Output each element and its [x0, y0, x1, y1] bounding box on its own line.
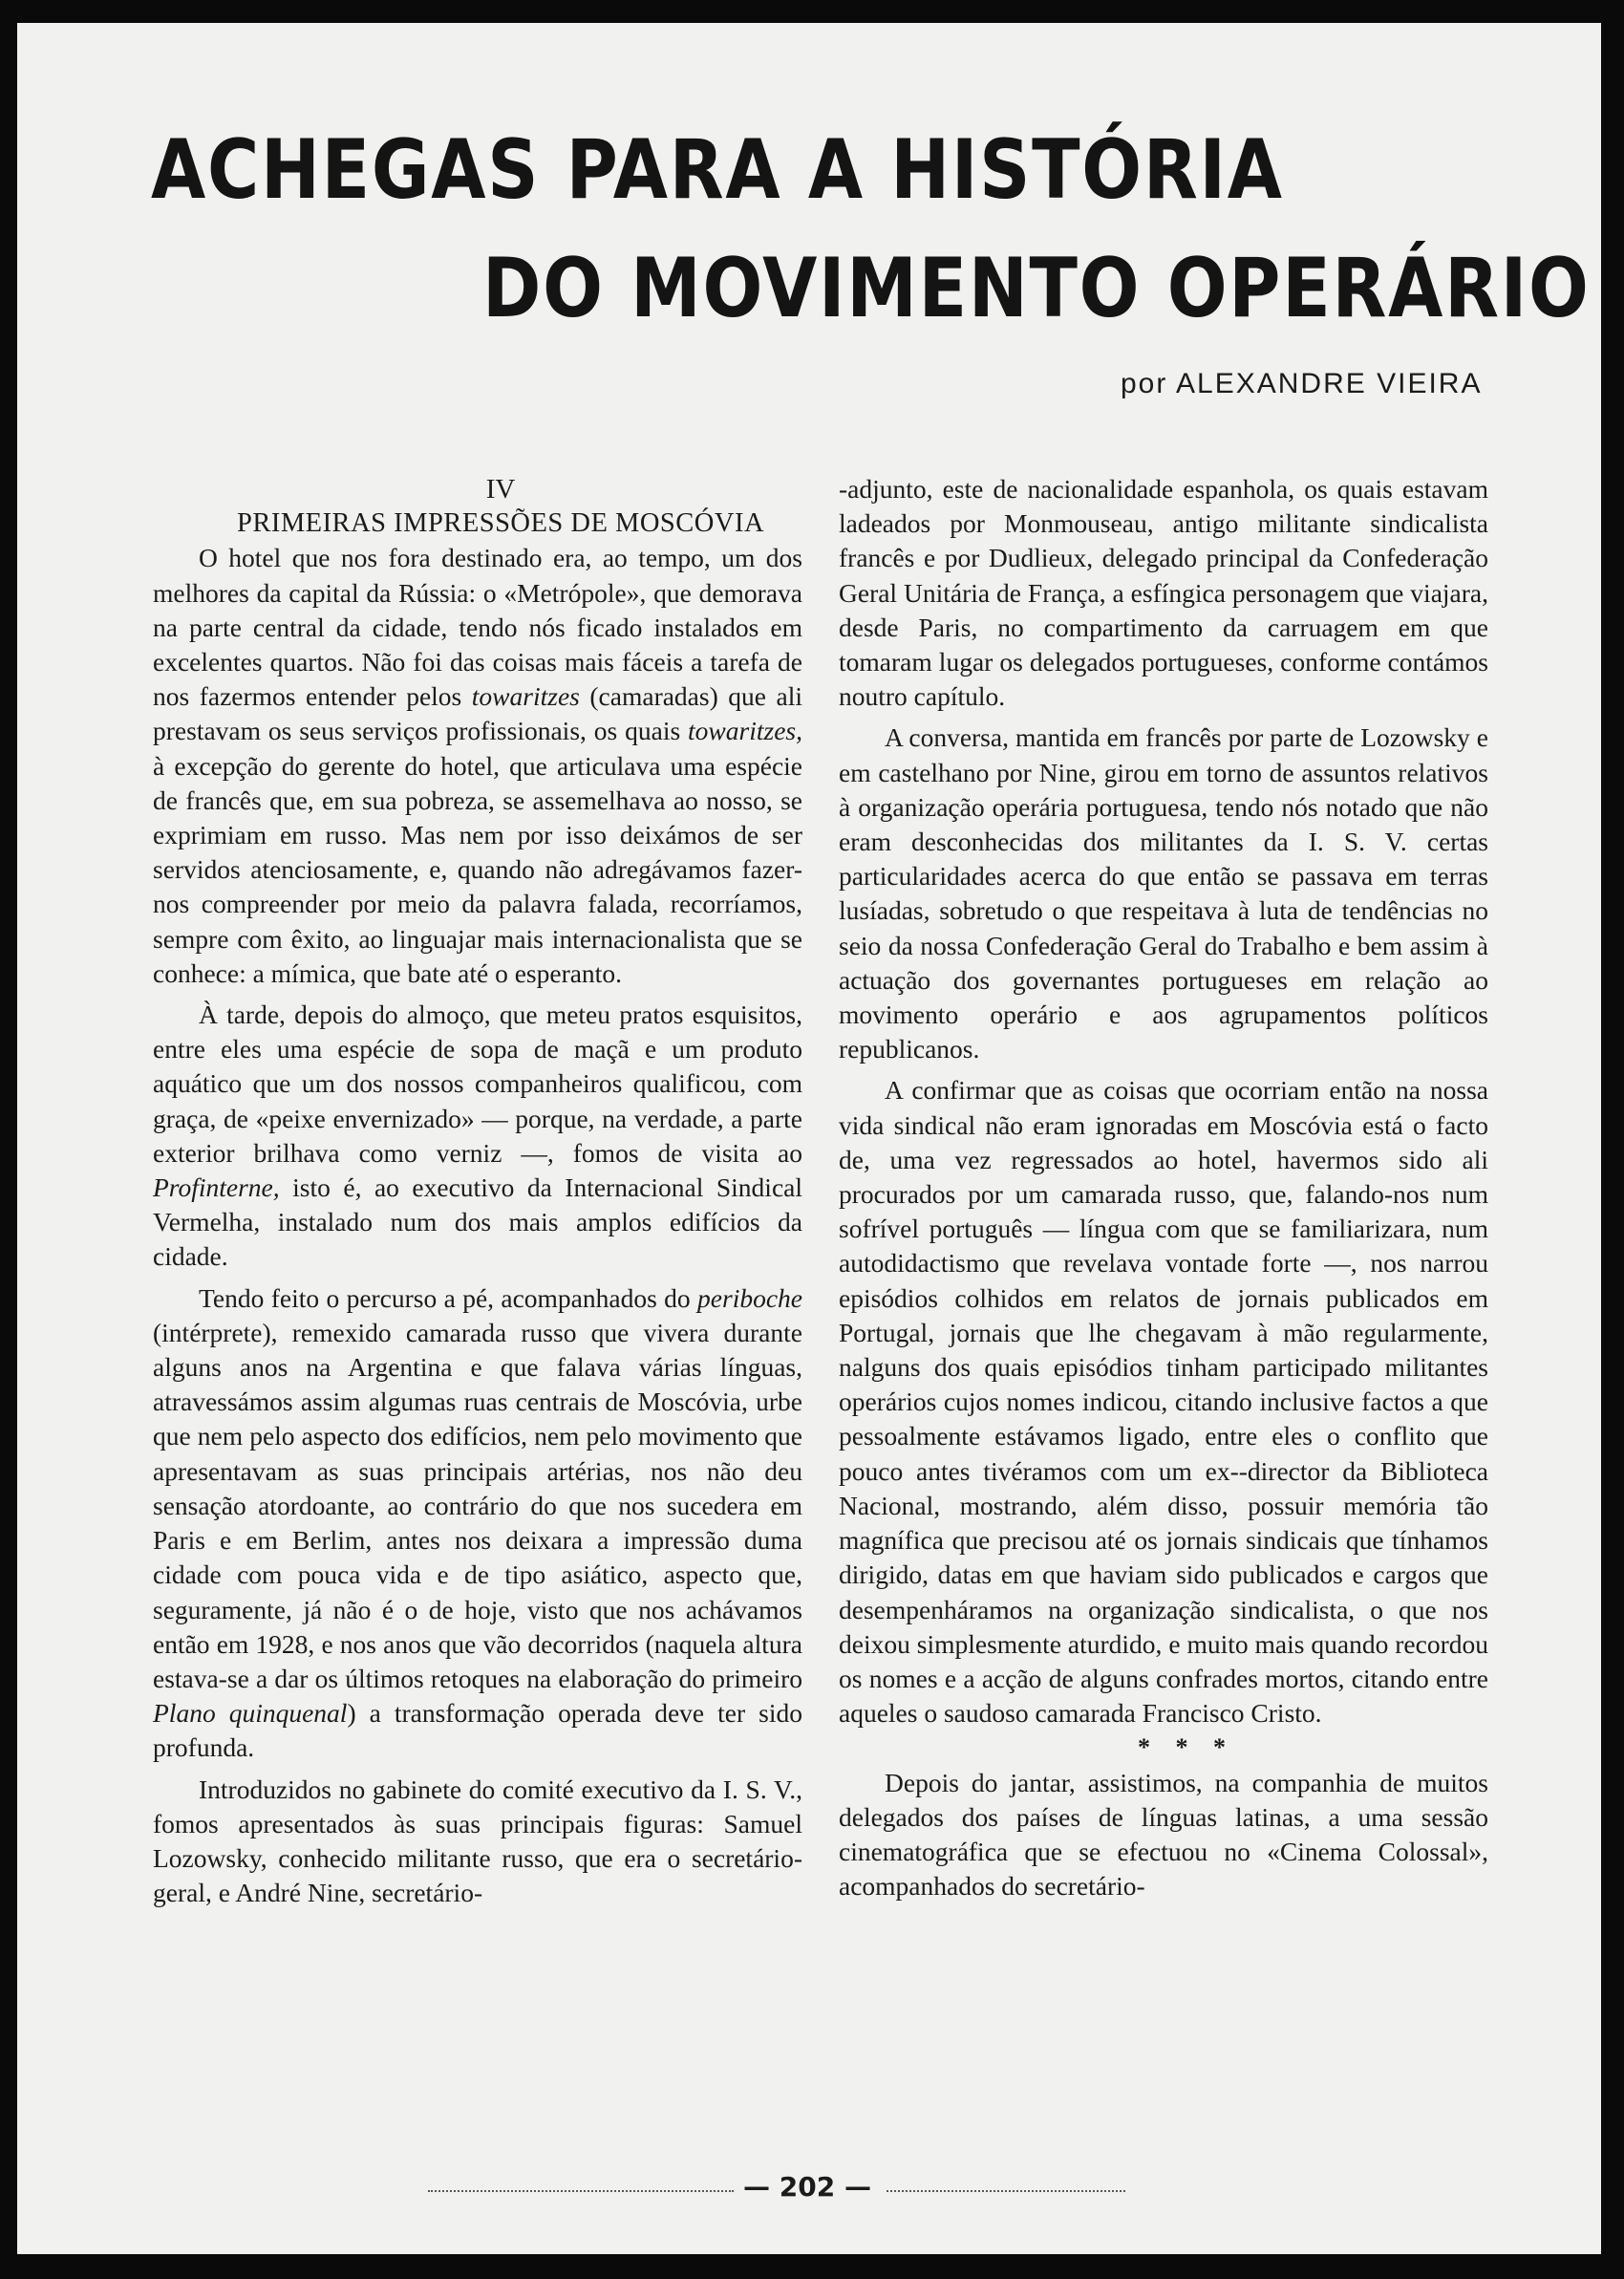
italic-term: Plano quinquenal: [153, 1698, 348, 1729]
text-run: O hotel que nos fora destinado era, ao tempo, um dos melhores da capital da Rússia: o «Metrópole», que demorava na parte central da cidade, tendo nós ficado instalados em excelentes quartos. Não foi das coisas mais fáceis a tarefa de nos fazermos entender pelos: [153, 543, 802, 712]
paragraph: [153, 998, 802, 1275]
footer-rule-left: [428, 2190, 734, 2192]
italic-term: Profinterne,: [153, 1172, 280, 1203]
article-title-line-1: ACHEGAS PARA A HISTÓRIA: [151, 122, 1284, 218]
page-number: — 202 —: [743, 2171, 871, 2203]
left-column: [153, 472, 802, 1910]
text-run: À tarde, depois do almoço, que meteu pratos esquisitos, entre eles uma espécie de sopa de maçã e um produto aquático que um dos nossos companheiros qualificou, com graça, de «peixe envernizado» — porque, na verdade, a parte exterior brilhava como verniz —, fomos de visita ao: [153, 1000, 802, 1168]
footer-rule-right: [887, 2190, 1125, 2192]
paragraph: -adjunto, este de nacionalidade espanhola, os quais estavam ladeados por Monmouseau, antigo militante sindicalista francês e por Dudlieux, delegado principal da Confederação Geral Unitária de França, a esfíngica personagem que viajara, desde Paris, no compartimento da carruagem em que tomaram lugar os delegados portugueses, conforme contámos noutro capítulo.: [839, 474, 1488, 712]
italic-term: towaritzes: [471, 681, 580, 712]
article-title-line-2: DO MOVIMENTO OPERÁRIO: [482, 241, 1591, 336]
text-run: ) a transformação operada deve ter sido profunda.: [153, 1698, 802, 1763]
text-run: Tendo feito o percurso a pé, acompanhados do: [199, 1282, 698, 1313]
paragraph: [153, 1281, 802, 1766]
text-run: à excepção do gerente do hotel, que articulava uma espécie de francês que, em sua pobreza, se assemelhava ao nosso, se exprimiam em russo. Mas nem por isso deixámos de ser servidos atenciosamente, e, quando não adregávamos fazer-nos compreender por meio da palavra falada, recorríamos, sempre com êxito, ao linguajar mais internacionalista que se conhece: a mímica, que bate até o esperanto.: [153, 750, 802, 988]
text-run: (intérprete), remexido camarada russo que vivera durante alguns anos na Argentina e que falava várias línguas, atravessámos assim algumas ruas centrais de Moscóvia, urbe que nem pelo aspecto dos edifícios, nem pelo movimento que apresentavam as suas principais artérias, nos não deu sensação atordoante, ao contrário do que nos sucedera em Paris e em Berlim, antes nos deixara a impressão duma cidade com pouca vida e de tipo asiático, aspecto que, seguramente, já não é o de hoje, visto que nos achávamos então em 1928, e nos anos que vão decorridos (naquela altura estava-se a dar os últimos retoques na elaboração do primeiro: [153, 1317, 802, 1693]
italic-term: periboche: [697, 1282, 802, 1313]
right-column: [839, 472, 1488, 1903]
paragraph: A confirmar que as coisas que ocorriam então na nossa vida sindical não eram ignoradas em Moscóvia está o facto de, uma vez regressados ao hotel, havermos sido ali procurados por um camarada russo, que, falando-nos num sofrível português — língua com que se familiarizara, num autodidactismo que revelava vontade forte —, nos narrou episódios colhidos em relatos de jornais publicados em Portugal, jornais que lhe chegavam à mão regularmente, nalguns dos quais episódios tinham participado militantes operários cujos nomes indicou, citando inclusive factos a que pessoalmente estávamos ligado, entre eles o conflito que pouco antes tivéramos com um ex--director da Biblioteca Nacional, mostrando, além disso, possuir memória tão magnífica que precisou até os jornais sindicais que tínhamos dirigido, datas em que haviam sido publicados e cargos que desempenháramos na organização sindicalista, o que nos deixou simplesmente aturdido, e muito mais quando recordou os nomes e a acção de alguns confrades mortos, citando entre aqueles o saudoso camarada Francisco Cristo.: [839, 1075, 1488, 1729]
section-heading: PRIMEIRAS IMPRESSÕES DE MOSCÓVIA: [236, 508, 765, 539]
text-run: (camaradas) que ali prestavam os seus serviços profissionais, os quais: [153, 681, 802, 746]
text-run: isto é, ao executivo da Internacional Sindical Vermelha, instalado num dos mais amplos edifícios da cidade.: [153, 1172, 802, 1272]
author-byline: por ALEXANDRE VIEIRA: [1121, 368, 1483, 399]
paragraph: Introduzidos no gabinete do comité executivo da I. S. V., fomos apresentados às suas principais figuras: Samuel Lozowsky, conhecido militante russo, que era o secretário-geral, e André Nine, secretário-: [153, 1774, 802, 1908]
paragraph: Depois do jantar, assistimos, na companhia de muitos delegados dos países de línguas latinas, a uma sessão cinematográfica que se efectuou no «Cinema Colossal», acompanhados do secretário-: [839, 1767, 1488, 1902]
section-number: IV: [485, 474, 516, 505]
document-page: [17, 23, 1601, 2254]
paragraph: A conversa, mantida em francês por parte de Lozowsky e em castelhano por Nine, girou em torno de assuntos relativos à organização operária portuguesa, tendo nós notado que não eram desconhecidas dos militantes da I. S. V. certas particularidades acerca do que então se passava em terras lusíadas, sobretudo o que respeitava à luta de tendências no seio da nossa Confederação Geral do Trabalho e bem assim à actuação dos governantes portugueses em relação ao movimento operário e aos agrupamentos políticos republicanos.: [839, 722, 1488, 1064]
italic-term: towaritzes,: [688, 716, 802, 746]
paragraph: [153, 541, 802, 991]
section-separator: * * *: [1138, 1733, 1235, 1762]
